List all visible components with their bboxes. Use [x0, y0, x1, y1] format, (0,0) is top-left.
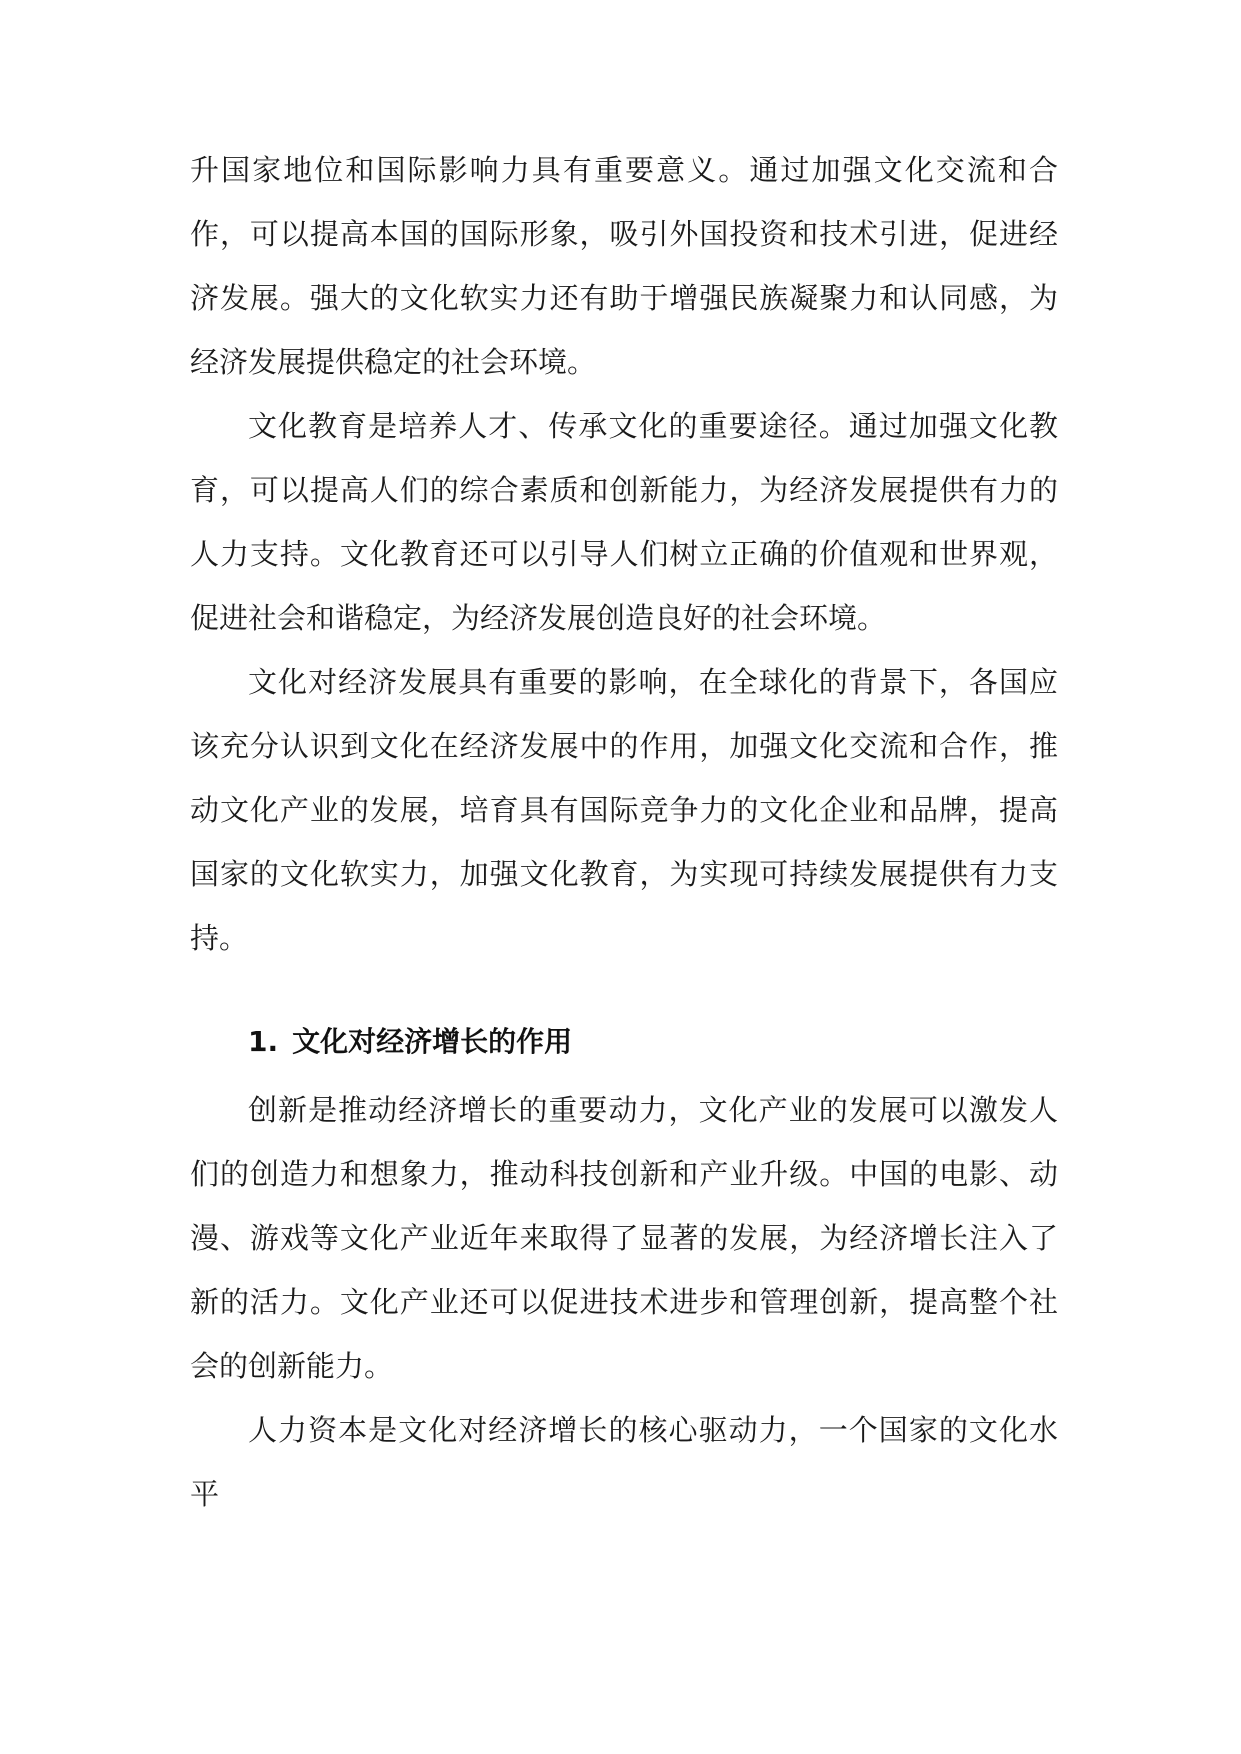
section-title: 文化对经济增长的作用	[292, 1025, 573, 1058]
paragraph-culture-impact-summary: 文化对经济发展具有重要的影响，在全球化的背景下，各国应该充分认识到文化在经济发展中的作用，加强文化交流和合作，推动文化产业的发展，培育具有国际竞争力的文化企业和品牌，提高国家的文化软实力，加强文化教育，为实现可持续发展提供有力支持。	[190, 665, 1058, 955]
paragraph-continuation: 升国家地位和国际影响力具有重要意义。通过加强文化交流和合作，可以提高本国的国际形象，吸引外国投资和技术引进，促进经济发展。强大的文化软实力还有助于增强民族凝聚力和认同感，为经济发展提供稳定的社会环境。	[190, 153, 1058, 379]
paragraph-human-capital: 人力资本是文化对经济增长的核心驱动力，一个国家的文化水平	[190, 1413, 1058, 1511]
paragraph-innovation: 创新是推动经济增长的重要动力，文化产业的发展可以激发人们的创造力和想象力，推动科技创新和产业升级。中国的电影、动漫、游戏等文化产业近年来取得了显著的发展，为经济增长注入了新的活力。文化产业还可以促进技术进步和管理创新，提高整个社会的创新能力。	[190, 1093, 1058, 1383]
section-heading	[190, 1010, 1058, 1074]
body-text	[190, 138, 1058, 1526]
paragraph-culture-education: 文化教育是培养人才、传承文化的重要途径。通过加强文化教育，可以提高人们的综合素质和创新能力，为经济发展提供有力的人力支持。文化教育还可以引导人们树立正确的价值观和世界观，促进社会和谐稳定，为经济发展创造良好的社会环境。	[190, 409, 1058, 635]
section-number: 1.	[248, 1025, 279, 1058]
